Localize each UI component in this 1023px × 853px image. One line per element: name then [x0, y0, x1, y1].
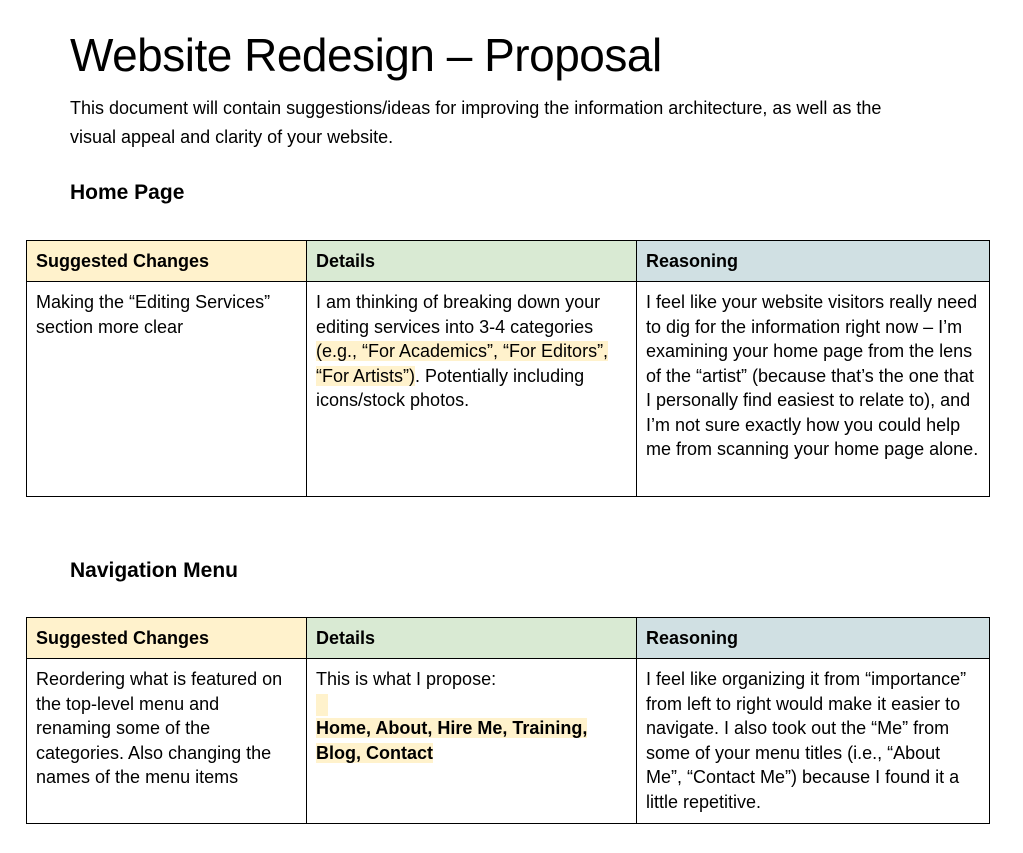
- header-details: Details: [307, 618, 637, 659]
- header-reasoning: Reasoning: [637, 241, 990, 282]
- section-heading-home-page: Home Page: [70, 181, 185, 204]
- home-page-table: [26, 240, 990, 497]
- cell-reasoning: I feel like organizing it from “importance” from left to right would make it easier to navigate. I also took out the “Me” from some of your menu titles (i.e., “About Me”, “Contact Me”) because I found it a little repetitive.: [637, 659, 990, 824]
- navigation-menu-table: [26, 617, 990, 824]
- table-header-row: [27, 618, 990, 659]
- cell-suggested-change: Making the “Editing Services” section more clear: [27, 282, 307, 497]
- proposed-menu-text: Home, About, Hire Me, Training, Blog, Contact: [316, 718, 588, 763]
- table-row: [27, 282, 990, 497]
- header-reasoning: Reasoning: [637, 618, 990, 659]
- details-text: I am thinking of breaking down your editing services into 3-4 categories: [316, 292, 601, 337]
- document-title: Website Redesign – Proposal: [70, 29, 662, 81]
- details-intro: This is what I propose:: [316, 669, 497, 689]
- header-suggested-changes: Suggested Changes: [27, 618, 307, 659]
- details-blank-line: [316, 692, 627, 717]
- header-details: Details: [307, 241, 637, 282]
- header-suggested-changes: Suggested Changes: [27, 241, 307, 282]
- highlight-marker: [316, 694, 328, 716]
- section-heading-navigation-menu: Navigation Menu: [70, 559, 239, 582]
- details-highlight: (e.g., “For Academics”, “For Editors”, “For Artists”): [316, 341, 609, 386]
- details-text-end: . Potentially including icons/stock photos.: [316, 365, 585, 410]
- proposed-menu-items: [316, 716, 627, 765]
- cell-details: [307, 659, 637, 824]
- table-row: [27, 659, 990, 824]
- cell-details: [307, 282, 637, 497]
- intro-paragraph: This document will contain suggestions/ideas for improving the information architecture, as well as the visual appeal and clarity of your website.: [70, 98, 882, 147]
- cell-suggested-change: Reordering what is featured on the top-level menu and renaming some of the categories. Also changing the names of the menu items: [27, 659, 307, 824]
- cell-reasoning: I feel like your website visitors really need to dig for the information right now – I’m examining your home page from the lens of the “artist” (because that’s the one that I personally find easiest to relate to), and I’m not sure exactly how you could help me from scanning your home page alone.: [637, 282, 990, 497]
- table-header-row: [27, 241, 990, 282]
